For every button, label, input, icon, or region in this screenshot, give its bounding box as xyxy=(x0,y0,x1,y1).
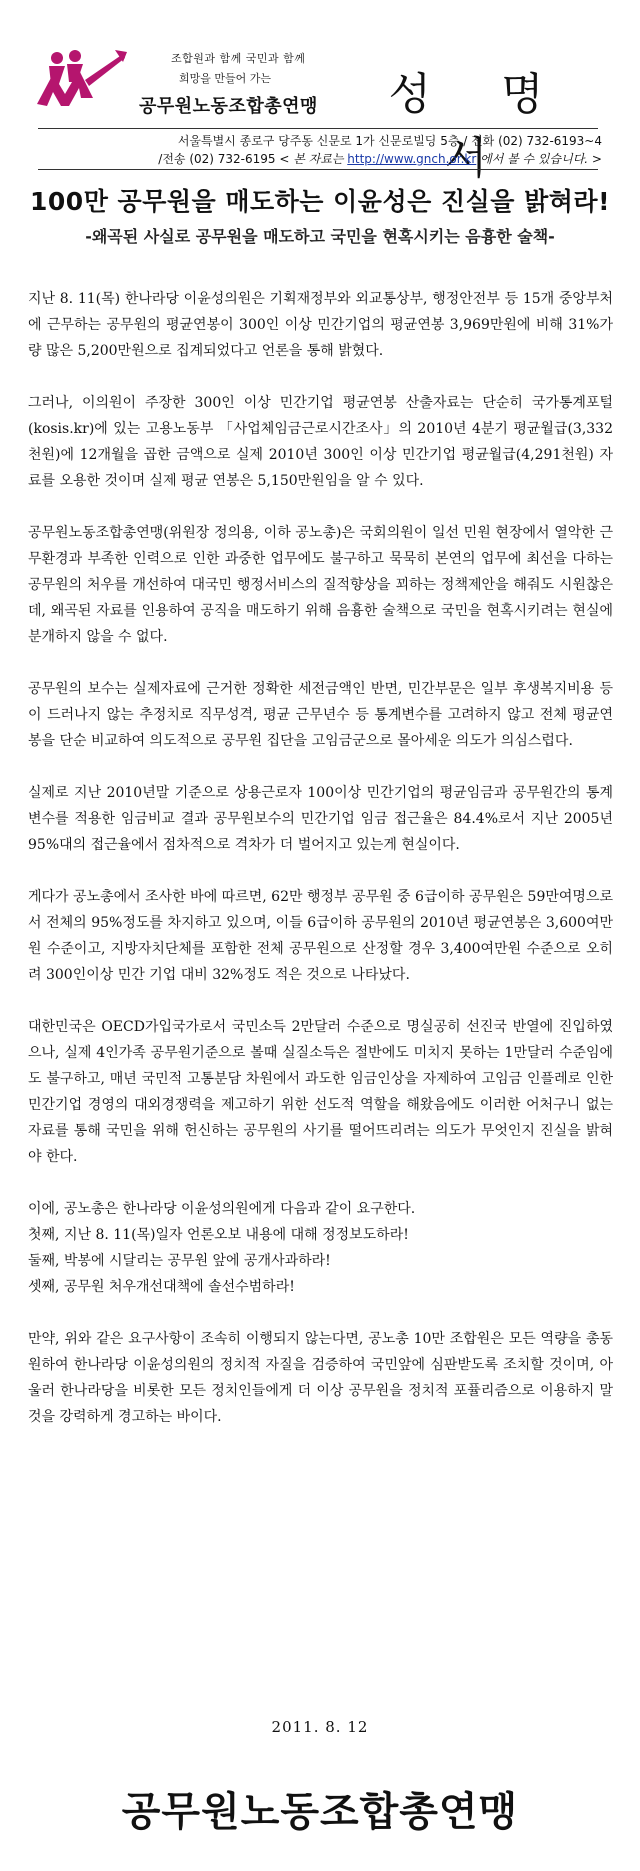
body-paragraph: 그러나, 이의원이 주장한 300인 이상 민간기업 평균연봉 산출자료는 단순히 국가통계포털(kosis.kr)에 있는 고용노동부 「사업체임금근로시간조사」의 2010년 4분기 평균월급(3,332천원)에 12개월을 곱한 금액으로 실제 2010년 300인 이상 민간기업 평균월급(4,291천원) 자료를 오용한 것이며 실제 평균 연봉은 5,150만원임을 알 수 있다. xyxy=(28,395,613,489)
document-type-heading: 성 명 서 xyxy=(388,69,572,184)
header-divider-top xyxy=(38,128,598,129)
contact-fax-line xyxy=(38,150,602,167)
statement-title: 100만 공무원을 매도하는 이윤성은 진실을 밝혀라! xyxy=(30,187,610,216)
demand-item: 셋째, 공무원 처우개선대책에 솔선수범하라! xyxy=(28,1279,295,1295)
contact-fax: /전송 (02) 732-6195 xyxy=(158,152,276,166)
body-paragraph: 실제로 지난 2010년말 기준으로 상용근로자 100이상 민간기업의 평균임금과 공무원간의 통계변수를 적용한 임금비교 결과 공무원보수의 민간기업 임금 접근율은 84.4%로서 지난 2005년 95%대의 접근율에서 점차적으로 격차가 더 벌어지고 있는게 현실이다. xyxy=(28,785,613,853)
website-link[interactable]: http://www.gnch.or.kr xyxy=(347,152,477,166)
statement-body xyxy=(28,286,613,1456)
body-paragraph: 공무원의 보수는 실제자료에 근거한 정확한 세전금액인 반면, 민간부문은 일부 후생복지비용 등이 드러나지 않는 추정치로 직무성격, 평균 근무년수 등 통계변수를 고려하지 않고 전체 평균연봉을 단순 비교하여 의도적으로 공무원 집단을 고임금군으로 몰아세운 의도가 의심스럽다. xyxy=(28,681,613,749)
demands-list xyxy=(28,1196,613,1300)
demands-intro: 이에, 공노총은 한나라당 이윤성의원에게 다음과 같이 요구한다. xyxy=(28,1201,416,1217)
header-divider-bottom xyxy=(38,169,598,170)
body-paragraph: 대한민국은 OECD가입국가로서 국민소득 2만달러 수준으로 명실공히 선진국 반열에 진입하였으나, 실제 4인가족 공무원기준으로 볼때 실질소득은 절반에도 미치지 못하는 1만달러 수준임에도 불구하고, 매년 국민적 고통분담 차원에서 과도한 임금인상을 자제하여 고임금 인플레로 인한 민간기업 경영의 대외경쟁력을 제고하기 위한 선도적 역할을 해왔음에도 이러한 어처구니 없는 자료를 통해 국민을 위해 헌신하는 공무원의 사기를 떨어뜨리려는 의도가 무엇인지 진실을 밝혀야 한다. xyxy=(28,1019,613,1165)
body-paragraph: 지난 8. 11(목) 한나라당 이윤성의원은 기획재정부와 외교통상부, 행정안전부 등 15개 중앙부처에 근무하는 공무원의 평균연봉이 300인 이상 민간기업의 평균연봉 3,969만원에 비해 31%가량 많은 5,200만원으로 집계되었다고 언론을 통해 밝혔다. xyxy=(28,291,613,359)
slogan-line-1: 조합원과 함께 국민과 함께 xyxy=(171,52,306,65)
notice-prefix: < 본 자료는 xyxy=(279,152,344,166)
body-paragraph: 공무원노동조합총연맹(위원장 정의용, 이하 공노총)은 국회의원이 일선 민원 현장에서 열악한 근무환경과 부족한 인력으로 인한 과중한 업무에도 불구하고 묵묵히 본연의 업무에 최선을 다하는 공무원의 처우를 개선하여 대국민 행정서비스의 질적향상을 꾀하는 정책제안을 해줘도 시원찮은데, 왜곡된 자료를 인용하여 공직을 매도하기 위해 음흉한 술책으로 국민을 현혹시키려는 현실에 분개하지 않을 수 없다. xyxy=(28,525,613,645)
contact-address: 서울특별시 종로구 당주동 신문로 1가 신문로빌딩 5층 / 전화 (02) 732-6193~4 xyxy=(177,134,602,148)
closing-paragraph: 만약, 위와 같은 요구사항이 조속히 이행되지 않는다면, 공노총 10만 조합원은 모든 역량을 총동원하여 한나라당 이윤성의원의 정치적 자질을 검증하여 국민앞에 심판받도록 조치할 것이며, 아울러 한나라당을 비롯한 모든 정치인들에게 더 이상 공무원을 정치적 포퓰리즘으로 이용하지 말 것을 강력하게 경고하는 바이다. xyxy=(28,1331,613,1425)
notice-suffix: 에서 볼 수 있습니다. > xyxy=(480,152,602,166)
org-name: 공무원노동조합총연맹 xyxy=(139,96,318,117)
statement-subtitle: -왜곡된 사실로 공무원을 매도하고 국민을 현혹시키는 음흉한 술책- xyxy=(85,227,555,246)
union-logo-icon xyxy=(35,50,127,110)
slogan-line-2: 희망을 만들어 가는 xyxy=(179,72,272,85)
statement-date: 2011. 8. 12 xyxy=(271,1718,369,1736)
body-paragraph: 게다가 공노총에서 조사한 바에 따르면, 62만 행정부 공무원 중 6급이하 공무원은 59만여명으로서 전체의 95%정도를 차지하고 있으며, 이들 6급이하 공무원의 2010년 평균연봉은 3,600여만원 수준이고, 지방자치단체를 포함한 전체 공무원으로 산정할 경우 3,400여만원 수준으로 오히려 300인이상 민간 기업 대비 32%정도 적은 것으로 나타났다. xyxy=(28,889,613,983)
footer-org-name: 공무원노동조합총연맹 xyxy=(121,1789,519,1835)
demand-item: 둘째, 박봉에 시달리는 공무원 앞에 공개사과하라! xyxy=(28,1253,331,1269)
demand-item: 첫째, 지난 8. 11(목)일자 언론오보 내용에 대해 정정보도하라! xyxy=(28,1227,409,1243)
